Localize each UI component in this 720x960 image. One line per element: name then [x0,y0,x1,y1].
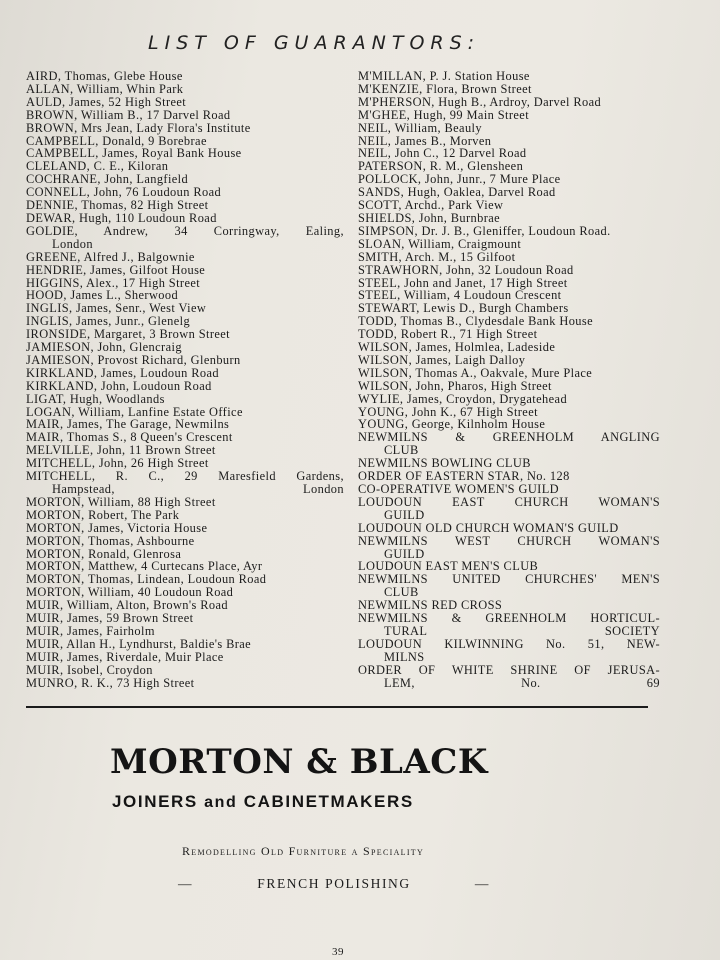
list-item: MORTON, Thomas, Ashbourne [26,533,195,548]
list-item: MUIR, Allan H., Lyndhurst, Baldie's Brae [26,636,252,651]
list-item: MORTON, Robert, The Park [26,507,180,522]
advert-trade-cabinetmakers: CABINETMAKERS [243,792,414,811]
advert-trade-joiners: JOINERS [112,792,198,811]
list-item: WYLIE, James, Croydon, Drygatehead [358,391,568,406]
list-item: KIRKLAND, James, Loudoun Road [26,365,219,380]
list-item: MORTON, William, 88 High Street [26,494,216,509]
list-item: NEWMILNS & GREENHOLM ANGLING CLUB [358,430,660,458]
list-item: DENNIE, Thomas, 82 High Street [26,198,209,213]
list-item: SIMPSON, Dr. J. B., Gleniffer, Loudoun Road. [358,223,611,238]
list-item: CLELAND, C. E., Kiloran [26,159,169,174]
list-item: MORTON, William, 40 Loudoun Road [26,585,234,600]
list-item: ORDER OF EASTERN STAR, No. 128 [358,469,570,484]
list-item: NEIL, William, Beauly [358,120,482,135]
list-item: HIGGINS, Alex., 17 High Street [26,275,201,290]
list-item: M'KENZIE, Flora, Brown Street [358,81,532,96]
list-item: MUIR, James, 59 Brown Street [26,611,194,626]
list-item: NEIL, John C., 12 Darvel Road [358,146,527,161]
list-item: MITCHELL, John, 26 High Street [26,456,209,471]
list-item: STEEL, John and Janet, 17 High Street [358,275,568,290]
list-item: M'MILLAN, P. J. Station House [358,69,530,83]
list-item: LOUDOUN EAST CHURCH WOMAN'S GUILD [358,494,660,522]
list-item: CO-OPERATIVE WOMEN'S GUILD [358,482,560,496]
list-item: SMITH, Arch. M., 15 Gilfoot [358,249,516,264]
list-item: AULD, James, 52 High Street [26,94,187,109]
list-item: M'GHEE, Hugh, 99 Main Street [358,107,530,122]
list-item: CAMPBELL, Donald, 9 Borebrae [26,133,207,148]
list-item: NEWMILNS RED CROSS [358,598,503,613]
advert-polishing-line [178,876,490,892]
list-item: MORTON, Thomas, Lindean, Loudoun Road [26,572,267,587]
list-item: LOUDOUN KILWINNING No. 51, NEW- MILNS [358,636,660,664]
list-item: M'PHERSON, Hugh B., Ardroy, Darvel Road [358,94,602,109]
list-item: GOLDIE, Andrew, 34 Corringway, Ealing, London [26,223,344,251]
list-item: TODD, Robert R., 71 High Street [358,327,538,342]
list-item: SCOTT, Archd., Park View [358,198,504,213]
advert-dash-right: — [474,876,490,891]
list-item: JAMIESON, Provost Richard, Glenburn [26,352,241,367]
page-title: LIST OF GUARANTORS: [148,32,481,54]
list-item: SANDS, Hugh, Oaklea, Darvel Road [358,185,556,200]
list-item: MUIR, William, Alton, Brown's Road [26,598,228,613]
list-item: BROWN, Mrs Jean, Lady Flora's Institute [26,120,251,135]
list-item: STRAWHORN, John, 32 Loudoun Road [358,262,574,277]
list-item: WILSON, James, Holmlea, Ladeside [358,340,556,355]
list-item: NEWMILNS WEST CHURCH WOMAN'S GUILD [358,533,660,561]
advert-company-name: MORTON & BLACK [110,742,488,782]
list-item: LIGAT, Hugh, Woodlands [26,391,165,406]
list-item: CAMPBELL, James, Royal Bank House [26,146,242,161]
advert-trade-and: and [204,794,238,811]
advert-speciality: Remodelling Old Furniture a Speciality [182,844,425,858]
list-item: COCHRANE, John, Langfield [26,172,189,187]
list-item: SHIELDS, John, Burnbrae [358,210,501,225]
guarantors-right-column [358,70,660,690]
list-item: INGLIS, James, Junr., Glenelg [26,314,191,329]
advert-trade-line [112,792,562,812]
list-item: INGLIS, James, Senr., West View [26,301,207,316]
list-item: MUNRO, R. K., 73 High Street [26,675,195,690]
list-item: MUIR, James, Riverdale, Muir Place [26,649,224,664]
list-item: DEWAR, Hugh, 110 Loudoun Road [26,210,217,225]
list-item: BROWN, William B., 17 Darvel Road [26,107,231,122]
list-item: MORTON, Ronald, Glenrosa [26,546,182,561]
section-divider [26,706,648,708]
list-item: ALLAN, William, Whin Park [26,81,184,96]
list-item: ORDER OF WHITE SHRINE OF JERUSA- LEM, No. 69 [358,662,660,690]
advert-dash-left: — [178,876,194,891]
list-item: STEEL, William, 4 Loudoun Crescent [358,288,562,303]
list-item: NEIL, James B., Morven [358,133,492,148]
list-item: IRONSIDE, Margaret, 3 Brown Street [26,327,231,342]
list-item: PATERSON, R. M., Glensheen [358,159,524,174]
list-item: MUIR, James, Fairholm [26,623,155,638]
page-number: 39 [332,946,344,958]
list-item: LOGAN, William, Lanfine Estate Office [26,404,243,419]
list-item: HENDRIE, James, Gilfoot House [26,262,206,277]
list-item: MAIR, Thomas S., 8 Queen's Crescent [26,430,233,445]
list-item: WILSON, Thomas A., Oakvale, Mure Place [358,365,593,380]
list-item: MORTON, James, Victoria House [26,520,208,535]
list-item: MUIR, Isobel, Croydon [26,662,153,677]
list-item: MAIR, James, The Garage, Newmilns [26,417,230,432]
list-item: YOUNG, George, Kilnholm House [358,417,546,432]
list-item: MITCHELL, R. C., 29 Maresfield Gardens, Hampstead, London [26,469,344,496]
list-item: GREENE, Alfred J., Balgownie [26,249,195,264]
guarantors-left-column [26,70,344,690]
list-item: TODD, Thomas B., Clydesdale Bank House [358,314,594,329]
list-item: STEWART, Lewis D., Burgh Chambers [358,301,569,316]
list-item: LOUDOUN OLD CHURCH WOMAN'S GUILD [358,520,619,535]
list-item: NEWMILNS BOWLING CLUB [358,456,531,471]
list-item: MORTON, Matthew, 4 Curtecans Place, Ayr [26,559,263,574]
list-item: HOOD, James L., Sherwood [26,288,179,303]
list-item: WILSON, John, Pharos, High Street [358,378,552,393]
list-item: MELVILLE, John, 11 Brown Street [26,443,216,458]
list-item: LOUDOUN EAST MEN'S CLUB [358,559,539,574]
list-item: YOUNG, John K., 67 High Street [358,404,538,419]
list-item: NEWMILNS UNITED CHURCHES' MEN'S CLUB [358,572,660,600]
list-item: SLOAN, William, Craigmount [358,236,522,251]
list-item: JAMIESON, John, Glencraig [26,340,182,355]
list-item: POLLOCK, John, Junr., 7 Mure Place [358,172,561,187]
list-item: NEWMILNS & GREENHOLM HORTICUL- TURAL SOCIETY [358,611,660,638]
list-item: AIRD, Thomas, Glebe House [26,69,183,83]
list-item: CONNELL, John, 76 Loudoun Road [26,185,222,200]
list-item: KIRKLAND, John, Loudoun Road [26,378,212,393]
list-item: WILSON, James, Laigh Dalloy [358,352,526,367]
advert-french-polishing: FRENCH POLISHING [257,876,411,891]
